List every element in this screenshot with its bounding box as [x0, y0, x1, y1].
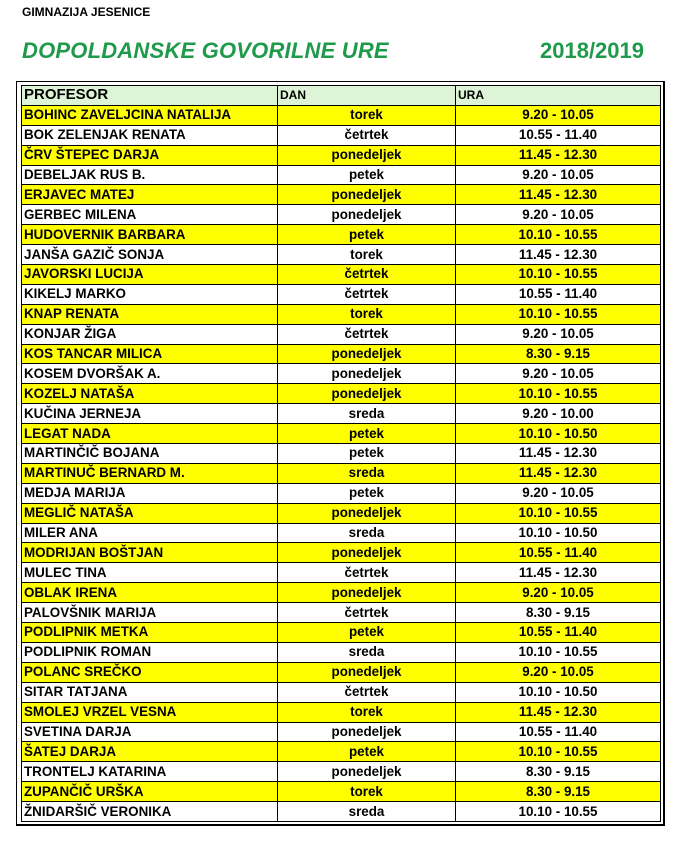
- table-header-row: [22, 86, 661, 106]
- professor-name: MARTINUČ BERNARD M.: [22, 463, 278, 483]
- day-cell: petek: [278, 444, 456, 464]
- table-row: [22, 523, 661, 543]
- day-cell: petek: [278, 165, 456, 185]
- table-row: [22, 603, 661, 623]
- table-row: [22, 563, 661, 583]
- professor-name: TRONTELJ KATARINA: [22, 762, 278, 782]
- day-cell: ponedeljek: [278, 662, 456, 682]
- day-cell: četrtek: [278, 125, 456, 145]
- professor-name: PODLIPNIK METKA: [22, 623, 278, 643]
- time-cell: 9.20 - 10.05: [456, 364, 661, 384]
- professor-name: PALOVŠNIK MARIJA: [22, 603, 278, 623]
- professor-name: ŽNIDARŠIČ VERONIKA: [22, 802, 278, 822]
- table-row: [22, 324, 661, 344]
- table-row: [22, 642, 661, 662]
- professor-name: MEGLIČ NATAŠA: [22, 503, 278, 523]
- table-row: [22, 125, 661, 145]
- table-row: [22, 185, 661, 205]
- day-cell: ponedeljek: [278, 185, 456, 205]
- professor-name: KUČINA JERNEJA: [22, 404, 278, 424]
- time-cell: 10.55 - 11.40: [456, 623, 661, 643]
- day-cell: petek: [278, 623, 456, 643]
- table-row: [22, 245, 661, 265]
- table-row: [22, 543, 661, 563]
- table-row: [22, 384, 661, 404]
- time-cell: 10.10 - 10.55: [456, 384, 661, 404]
- professor-name: MULEC TINA: [22, 563, 278, 583]
- professor-name: HUDOVERNIK BARBARA: [22, 225, 278, 245]
- table-row: [22, 583, 661, 603]
- professor-name: GERBEC MILENA: [22, 205, 278, 225]
- time-cell: 10.10 - 10.50: [456, 682, 661, 702]
- table-row: [22, 304, 661, 324]
- day-cell: četrtek: [278, 603, 456, 623]
- table-row: [22, 344, 661, 364]
- header-professor: PROFESOR: [22, 86, 278, 106]
- day-cell: ponedeljek: [278, 205, 456, 225]
- table-row: [22, 463, 661, 483]
- office-hours-table: [21, 85, 661, 822]
- day-cell: ponedeljek: [278, 543, 456, 563]
- table-row: [22, 762, 661, 782]
- time-cell: 10.10 - 10.50: [456, 523, 661, 543]
- time-cell: 8.30 - 9.15: [456, 782, 661, 802]
- day-cell: ponedeljek: [278, 145, 456, 165]
- professor-name: DEBELJAK RUS B.: [22, 165, 278, 185]
- time-cell: 11.45 - 12.30: [456, 185, 661, 205]
- day-cell: petek: [278, 483, 456, 503]
- time-cell: 8.30 - 9.15: [456, 762, 661, 782]
- day-cell: ponedeljek: [278, 503, 456, 523]
- time-cell: 10.10 - 10.55: [456, 742, 661, 762]
- day-cell: torek: [278, 702, 456, 722]
- school-name: GIMNAZIJA JESENICE: [22, 5, 151, 19]
- school-year: 2018/2019: [540, 38, 644, 63]
- day-cell: torek: [278, 304, 456, 324]
- professor-name: JAVORSKI LUCIJA: [22, 265, 278, 285]
- header-day: DAN: [278, 86, 456, 106]
- professor-name: LEGAT NADA: [22, 424, 278, 444]
- professor-name: KONJAR ŽIGA: [22, 324, 278, 344]
- day-cell: četrtek: [278, 682, 456, 702]
- time-cell: 10.10 - 10.55: [456, 225, 661, 245]
- table-row: [22, 742, 661, 762]
- professor-name: BOK ZELENJAK RENATA: [22, 125, 278, 145]
- professor-name: MILER ANA: [22, 523, 278, 543]
- professor-name: SMOLEJ VRZEL VESNA: [22, 702, 278, 722]
- professor-name: ČRV ŠTEPEC DARJA: [22, 145, 278, 165]
- time-cell: 9.20 - 10.05: [456, 662, 661, 682]
- professor-name: JANŠA GAZIČ SONJA: [22, 245, 278, 265]
- table-row: [22, 623, 661, 643]
- table-row: [22, 105, 661, 125]
- time-cell: 8.30 - 9.15: [456, 344, 661, 364]
- header-time: URA: [456, 86, 661, 106]
- table-row: [22, 483, 661, 503]
- professor-name: OBLAK IRENA: [22, 583, 278, 603]
- day-cell: ponedeljek: [278, 722, 456, 742]
- day-cell: petek: [278, 424, 456, 444]
- table-row: [22, 284, 661, 304]
- table-row: [22, 444, 661, 464]
- table-body: [22, 86, 661, 822]
- time-cell: 10.10 - 10.55: [456, 304, 661, 324]
- professor-name: BOHINC ZAVELJCINA NATALIJA: [22, 105, 278, 125]
- time-cell: 10.55 - 11.40: [456, 125, 661, 145]
- day-cell: ponedeljek: [278, 762, 456, 782]
- time-cell: 9.20 - 10.05: [456, 165, 661, 185]
- time-cell: 10.10 - 10.55: [456, 265, 661, 285]
- day-cell: sreda: [278, 404, 456, 424]
- table-row: [22, 722, 661, 742]
- table-row: [22, 802, 661, 822]
- time-cell: 9.20 - 10.05: [456, 583, 661, 603]
- day-cell: torek: [278, 245, 456, 265]
- time-cell: 11.45 - 12.30: [456, 702, 661, 722]
- time-cell: 9.20 - 10.05: [456, 105, 661, 125]
- professor-name: ZUPANČIČ URŠKA: [22, 782, 278, 802]
- professor-name: KIKELJ MARKO: [22, 284, 278, 304]
- professor-name: ERJAVEC MATEJ: [22, 185, 278, 205]
- day-cell: ponedeljek: [278, 583, 456, 603]
- time-cell: 11.45 - 12.30: [456, 563, 661, 583]
- day-cell: ponedeljek: [278, 344, 456, 364]
- day-cell: ponedeljek: [278, 384, 456, 404]
- professor-name: KOS TANCAR MILICA: [22, 344, 278, 364]
- professor-name: KNAP RENATA: [22, 304, 278, 324]
- table-row: [22, 782, 661, 802]
- day-cell: torek: [278, 105, 456, 125]
- professor-name: POLANC SREČKO: [22, 662, 278, 682]
- day-cell: sreda: [278, 642, 456, 662]
- professor-name: PODLIPNIK ROMAN: [22, 642, 278, 662]
- time-cell: 9.20 - 10.05: [456, 483, 661, 503]
- day-cell: ponedeljek: [278, 364, 456, 384]
- day-cell: četrtek: [278, 265, 456, 285]
- table-row: [22, 265, 661, 285]
- table-row: [22, 165, 661, 185]
- time-cell: 10.10 - 10.55: [456, 503, 661, 523]
- day-cell: petek: [278, 742, 456, 762]
- professor-name: SVETINA DARJA: [22, 722, 278, 742]
- time-cell: 10.55 - 11.40: [456, 284, 661, 304]
- table-row: [22, 364, 661, 384]
- table-row: [22, 225, 661, 245]
- day-cell: sreda: [278, 463, 456, 483]
- day-cell: sreda: [278, 523, 456, 543]
- professor-name: ŠATEJ DARJA: [22, 742, 278, 762]
- time-cell: 11.45 - 12.30: [456, 463, 661, 483]
- table-row: [22, 205, 661, 225]
- time-cell: 10.10 - 10.50: [456, 424, 661, 444]
- day-cell: četrtek: [278, 563, 456, 583]
- professor-name: SITAR TATJANA: [22, 682, 278, 702]
- day-cell: torek: [278, 782, 456, 802]
- table-row: [22, 662, 661, 682]
- time-cell: 9.20 - 10.00: [456, 404, 661, 424]
- time-cell: 11.45 - 12.30: [456, 145, 661, 165]
- day-cell: četrtek: [278, 324, 456, 344]
- professor-name: MEDJA MARIJA: [22, 483, 278, 503]
- time-cell: 8.30 - 9.15: [456, 603, 661, 623]
- table-row: [22, 702, 661, 722]
- day-cell: četrtek: [278, 284, 456, 304]
- page-title: DOPOLDANSKE GOVORILNE URE: [22, 38, 389, 63]
- day-cell: sreda: [278, 802, 456, 822]
- professor-name: MODRIJAN BOŠTJAN: [22, 543, 278, 563]
- time-cell: 10.55 - 11.40: [456, 722, 661, 742]
- time-cell: 10.10 - 10.55: [456, 642, 661, 662]
- time-cell: 10.10 - 10.55: [456, 802, 661, 822]
- time-cell: 9.20 - 10.05: [456, 324, 661, 344]
- table-row: [22, 145, 661, 165]
- time-cell: 9.20 - 10.05: [456, 205, 661, 225]
- table-row: [22, 682, 661, 702]
- time-cell: 10.55 - 11.40: [456, 543, 661, 563]
- professor-name: KOZELJ NATAŠA: [22, 384, 278, 404]
- table-row: [22, 503, 661, 523]
- day-cell: petek: [278, 225, 456, 245]
- table-row: [22, 424, 661, 444]
- time-cell: 11.45 - 12.30: [456, 245, 661, 265]
- time-cell: 11.45 - 12.30: [456, 444, 661, 464]
- professor-name: MARTINČIČ BOJANA: [22, 444, 278, 464]
- professor-name: KOSEM DVORŠAK A.: [22, 364, 278, 384]
- table-row: [22, 404, 661, 424]
